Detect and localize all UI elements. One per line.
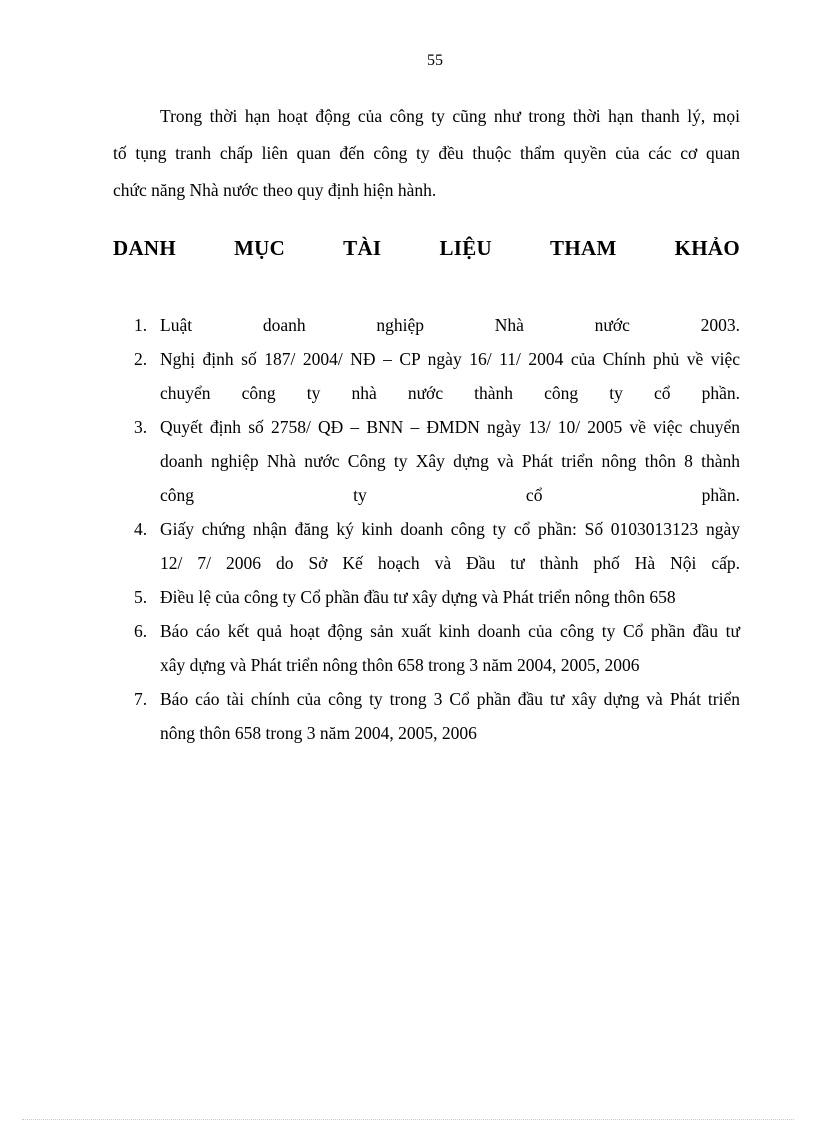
reference-number: 2. bbox=[134, 349, 148, 369]
heading-word: MỤC bbox=[234, 236, 286, 260]
reference-item bbox=[113, 342, 740, 410]
reference-item bbox=[113, 682, 740, 750]
reference-list bbox=[113, 308, 740, 750]
heading-word: THAM bbox=[550, 236, 617, 260]
heading-word: TÀI bbox=[343, 236, 382, 260]
reference-item bbox=[113, 512, 740, 580]
reference-line: Điều lệ của công ty Cổ phần đầu tư xây dựng và Phát triển nông thôn 658 bbox=[160, 587, 676, 607]
reference-item bbox=[113, 614, 740, 682]
reference-number: 5. bbox=[134, 587, 148, 607]
reference-line: Quyết định số 2758/ QĐ – BNN – ĐMDN ngày 13/ 10/ 2005 về việc chuyển bbox=[160, 417, 740, 437]
reference-item bbox=[113, 580, 740, 614]
intro-line: chức năng Nhà nước theo quy định hiện hành. bbox=[113, 180, 437, 200]
intro-paragraph bbox=[113, 98, 740, 209]
reference-line: Luật doanh nghiệp Nhà nước 2003. bbox=[160, 315, 740, 335]
intro-line: tố tụng tranh chấp liên quan đến công ty đều thuộc thẩm quyền của các cơ quan bbox=[113, 143, 740, 163]
heading-word: LIỆU bbox=[439, 236, 492, 260]
reference-line: Nghị định số 187/ 2004/ NĐ – CP ngày 16/ 11/ 2004 của Chính phủ về việc bbox=[160, 349, 740, 369]
reference-line: Báo cáo kết quả hoạt động sản xuất kinh doanh của công ty Cổ phần đầu tư bbox=[160, 621, 740, 641]
reference-item bbox=[113, 410, 740, 512]
page-number: 55 bbox=[427, 52, 443, 69]
reference-line: 12/ 7/ 2006 do Sở Kế hoạch và Đầu tư thành phố Hà Nội cấp. bbox=[160, 553, 740, 573]
reference-item bbox=[113, 308, 740, 342]
reference-line: chuyển công ty nhà nước thành công ty cổ phần. bbox=[160, 383, 740, 403]
section-heading bbox=[113, 236, 740, 261]
reference-number: 4. bbox=[134, 519, 148, 539]
reference-line: Báo cáo tài chính của công ty trong 3 Cổ phần đầu tư xây dựng và Phát triển bbox=[160, 689, 740, 709]
page-bottom-divider bbox=[22, 1119, 794, 1120]
reference-number: 1. bbox=[134, 315, 148, 335]
intro-line: Trong thời hạn hoạt động của công ty cũng như trong thời hạn thanh lý, mọi bbox=[160, 106, 740, 126]
reference-number: 7. bbox=[134, 689, 148, 709]
reference-number: 6. bbox=[134, 621, 148, 641]
reference-line: doanh nghiệp Nhà nước Công ty Xây dựng và Phát triển nông thôn 8 thành bbox=[160, 451, 740, 471]
reference-number: 3. bbox=[134, 417, 148, 437]
heading-word: KHẢO bbox=[674, 236, 740, 260]
reference-line: Giấy chứng nhận đăng ký kinh doanh công ty cổ phần: Số 0103013123 ngày bbox=[160, 519, 740, 539]
heading-word: DANH bbox=[113, 236, 177, 260]
reference-line: nông thôn 658 trong 3 năm 2004, 2005, 2006 bbox=[160, 723, 477, 743]
reference-line: công ty cổ phần. bbox=[160, 485, 740, 505]
reference-line: xây dựng và Phát triển nông thôn 658 trong 3 năm 2004, 2005, 2006 bbox=[160, 655, 640, 675]
